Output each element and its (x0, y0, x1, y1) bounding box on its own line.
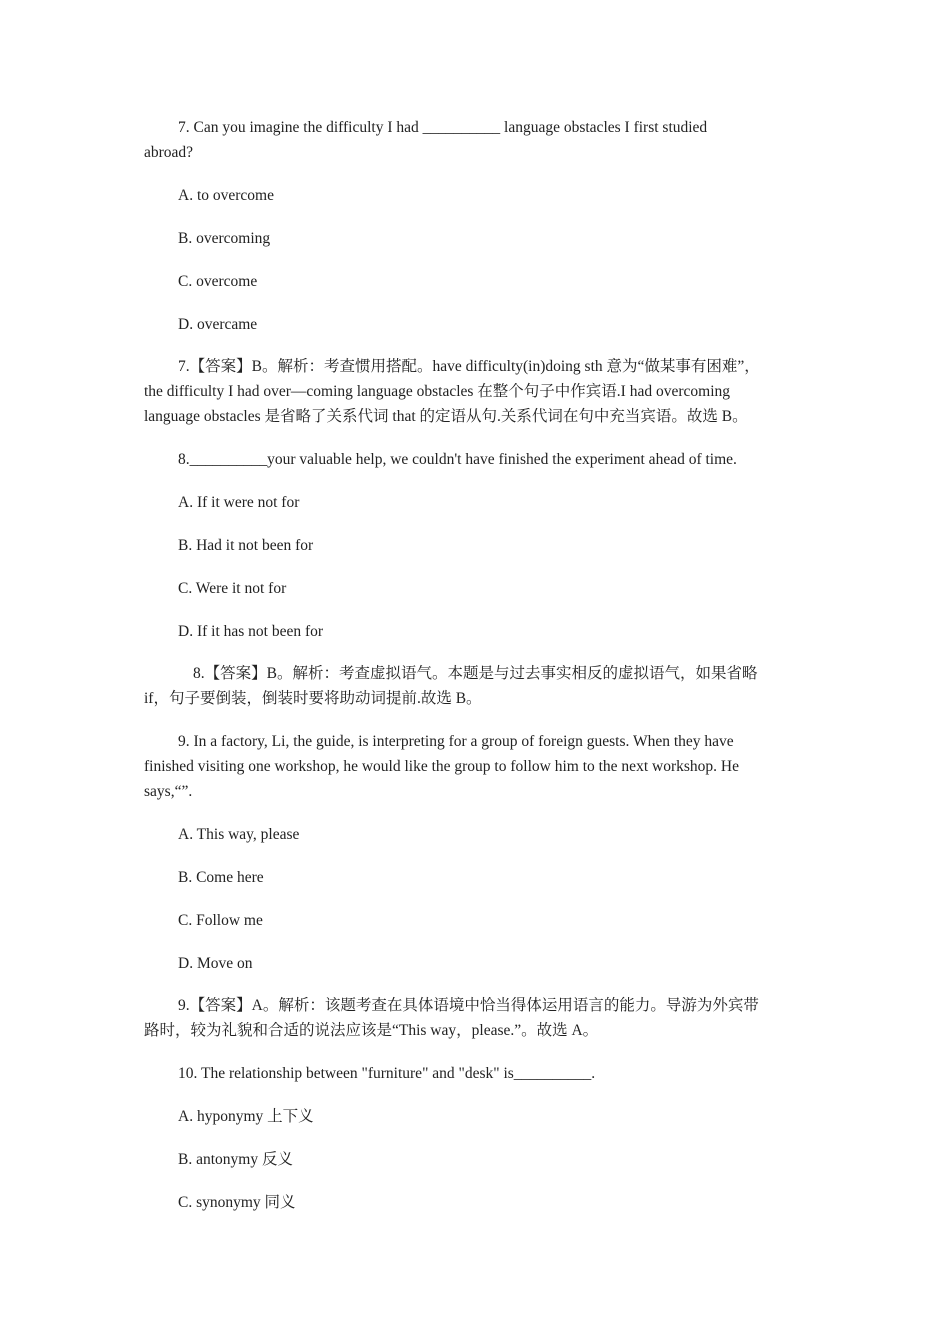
q7-answer-line-3: language obstacles 是省略了关系代词 that 的定语从句.关系代词在句中充当宾语。故选 B。 (144, 408, 748, 425)
q8-option-d: D. If it has not been for (178, 623, 324, 640)
q10-option-a: A. hyponymy 上下义 (178, 1108, 314, 1125)
q8-answer-line-2: if，句子要倒装，倒装时要将助动词提前.故选 B。 (144, 690, 482, 707)
q7-option-c: C. overcome (178, 273, 258, 290)
q9-question-line-3: says,“”. (144, 783, 193, 800)
q9-option-a: A. This way, please (178, 826, 300, 843)
q9-answer-line-2: 路时，较为礼貌和合适的说法应该是“This way，please.”。故选 A。 (144, 1022, 599, 1039)
q7-question-line-2: abroad? (144, 144, 194, 161)
q9-option-d: D. Move on (178, 955, 253, 972)
q9-option-c: C. Follow me (178, 912, 263, 929)
q9-option-b: B. Come here (178, 869, 264, 886)
q10-option-b: B. antonymy 反义 (178, 1151, 293, 1168)
q8-option-a: A. If it were not for (178, 494, 300, 511)
q7-question-line-1: 7. Can you imagine the difficulty I had __________ language obstacles I first studied (178, 119, 708, 136)
q9-question-line-2: finished visiting one workshop, he would like the group to follow him to the next workshop. He (144, 758, 739, 775)
q7-answer-line-2: the difficulty I had over—coming language obstacles 在整个句子中作宾语.I had overcoming (144, 383, 730, 400)
q10-option-c: C. synonymy 同义 (178, 1194, 296, 1211)
q10-question-line-1: 10. The relationship between "furniture" and "desk" is__________. (178, 1065, 596, 1082)
q8-option-b: B. Had it not been for (178, 537, 314, 554)
q7-answer-line-1: 7.【答案】B。解析：考查惯用搭配。have difficulty(in)doing sth 意为“做某事有困难”， (178, 358, 760, 375)
q8-option-c: C. Were it not for (178, 580, 287, 597)
q9-question-line-1: 9. In a factory, Li, the guide, is interpreting for a group of foreign guests. When they have (178, 733, 734, 750)
q7-option-a: A. to overcome (178, 187, 274, 204)
q9-answer-line-1: 9.【答案】A。解析：该题考查在具体语境中恰当得体运用语言的能力。导游为外宾带 (178, 997, 759, 1014)
q7-option-d: D. overcame (178, 316, 258, 333)
q7-option-b: B. overcoming (178, 230, 271, 247)
q8-answer-line-1: 8.【答案】B。解析：考查虚拟语气。本题是与过去事实相反的虚拟语气，如果省略 (193, 665, 758, 682)
q8-question-line-1: 8.__________your valuable help, we couldn't have finished the experiment ahead of time. (178, 451, 737, 468)
